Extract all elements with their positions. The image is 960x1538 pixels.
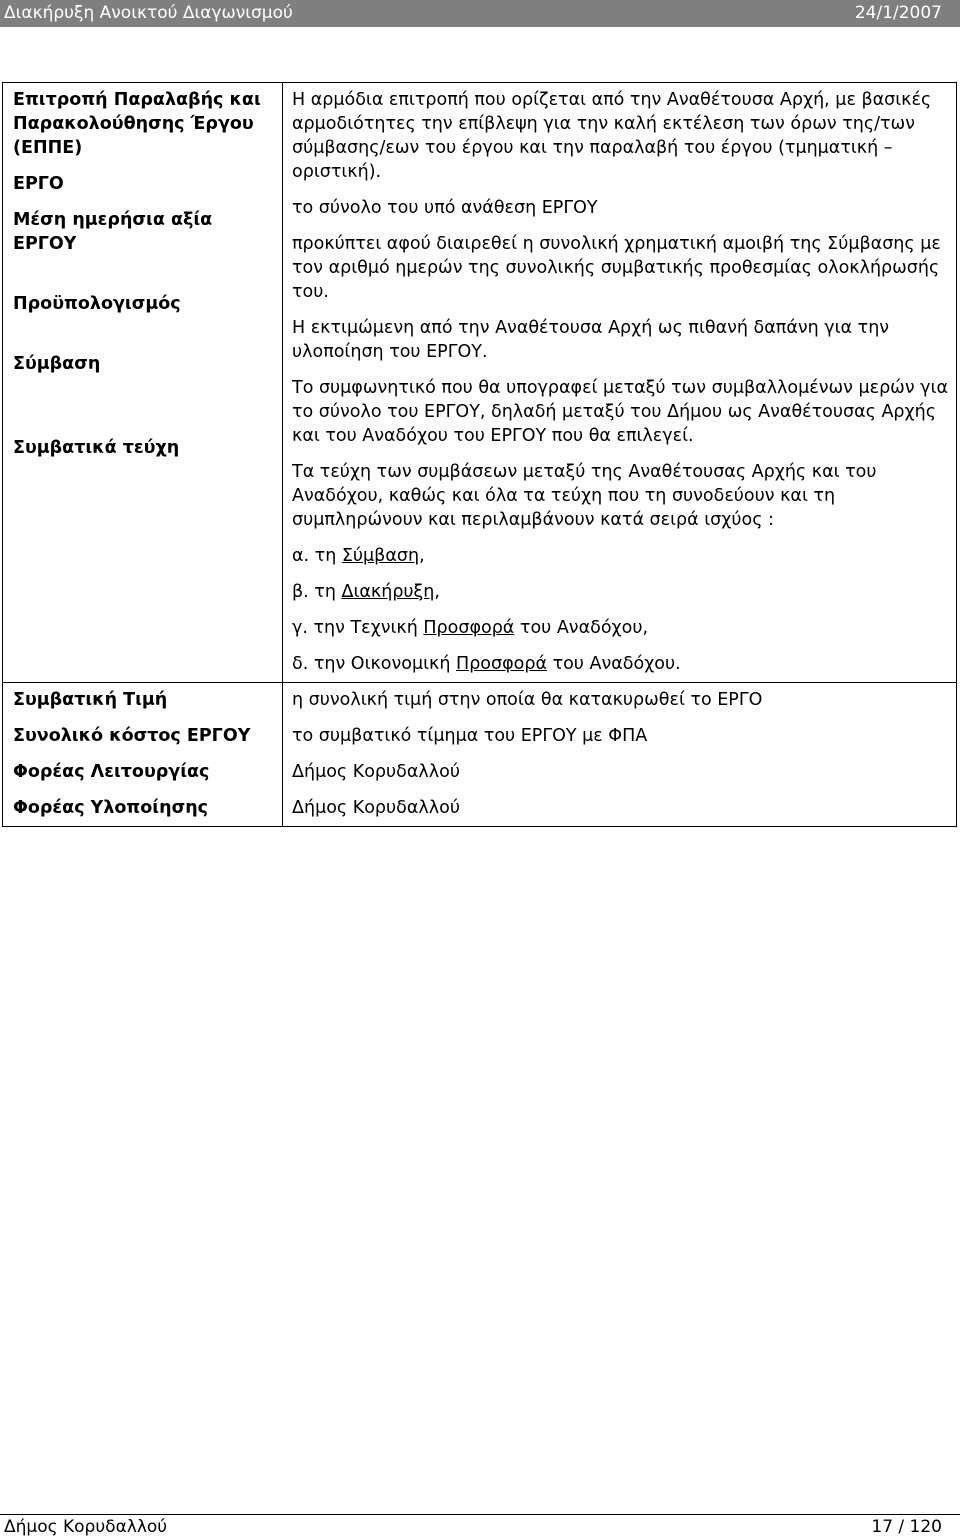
- term-ergo: ΕΡΓΟ: [13, 174, 64, 194]
- definition-eppe: Η αρμόδια επιτροπή που ορίζεται από την Αναθέτουσα Αρχή, με βασικές αρμοδιότητες την επίβλεψη για την καλή εκτέλεση των όρων της/των σύμβασης/εων του έργου και την παραλαβή του έργου (τμηματική – οριστική).: [292, 90, 932, 182]
- definition-daily-value: προκύπτει αφού διαιρεθεί η συνολική χρηματική αμοιβή της Σύμβασης με τον αριθμό ημερών της συνολικής συμβατικής προθεσμίας ολοκλήρωσής του.: [292, 234, 941, 302]
- financial-offer-link[interactable]: Προσφορά: [456, 654, 547, 674]
- definition-cell: [283, 683, 957, 827]
- table-row: [3, 683, 957, 827]
- contract-docs-item-d: δ. την Οικονομική Προσφορά του Αναδόχου.: [292, 654, 681, 674]
- contract-link[interactable]: Σύμβαση: [341, 546, 420, 566]
- term-cell: [3, 83, 283, 683]
- definition-contract-docs: Τα τεύχη των συμβάσεων μεταξύ της Αναθέτουσας Αρχής και του Αναδόχου, καθώς και όλα τα τεύχη που τη συνοδεύουν και τη συμπληρώνουν και περιλαμβάνουν κατά σειρά ισχύος :: [292, 462, 877, 530]
- document-title: Διακήρυξη Ανοικτού Διαγωνισμού: [4, 3, 293, 23]
- definition-contract: Το συμφωνητικό που θα υπογραφεί μεταξύ των συμβαλλομένων μερών για το σύνολο του ΕΡΓΟΥ, δηλαδή μεταξύ του Δήμου ως Αναθέτουσας Αρχής και του Αναδόχου του ΕΡΓΟΥ που θα επιλεγεί.: [292, 378, 948, 446]
- term-implementer: Φορέας Υλοποίησης: [13, 798, 209, 818]
- term-contract-docs: Συμβατικά τεύχη: [13, 438, 180, 458]
- contract-docs-item-b: β. τη Διακήρυξη,: [292, 582, 440, 602]
- definition-operator: Δήμος Κορυδαλλού: [292, 762, 460, 782]
- contract-docs-item-a: α. τη Σύμβαση,: [292, 546, 425, 566]
- page-header: [0, 0, 960, 27]
- term-daily-value: Μέση ημερήσια αξία ΕΡΓΟΥ: [13, 210, 213, 254]
- term-budget: Προϋπολογισμός: [13, 294, 181, 314]
- term-operator: Φορέας Λειτουργίας: [13, 762, 210, 782]
- page-number: 17 / 120: [871, 1517, 942, 1537]
- technical-offer-link[interactable]: Προσφορά: [423, 618, 515, 638]
- page-footer: [0, 1514, 960, 1537]
- proclamation-link[interactable]: Διακήρυξη: [341, 582, 435, 602]
- definition-budget: Η εκτιμώμενη από την Αναθέτουσα Αρχή ως πιθανή δαπάνη για την υλοποίηση του ΕΡΓΟΥ.: [292, 318, 890, 362]
- definition-ergo: το σύνολο του υπό ανάθεση ΕΡΓΟΥ: [292, 198, 598, 218]
- term-eppe: Επιτροπή Παραλαβής και Παρακολούθησης Έργου (ΕΠΠΕ): [13, 90, 261, 158]
- term-cell: [3, 683, 283, 827]
- table-row: [3, 83, 957, 683]
- term-total-cost: Συνολικό κόστος ΕΡΓΟΥ: [13, 726, 251, 746]
- definitions-table: [2, 82, 957, 827]
- term-contract-price: Συμβατική Τιμή: [13, 690, 168, 710]
- term-contract: Σύμβαση: [13, 354, 101, 374]
- definition-cell: [283, 83, 957, 683]
- definition-contract-price: η συνολική τιμή στην οποία θα κατακυρωθεί το ΕΡΓΟ: [292, 690, 763, 710]
- contract-docs-item-c: γ. την Τεχνική Προσφορά του Αναδόχου,: [292, 618, 649, 638]
- definition-total-cost: το συμβατικό τίμημα του ΕΡΓΟΥ με ΦΠΑ: [292, 726, 648, 746]
- definition-implementer: Δήμος Κορυδαλλού: [292, 798, 460, 818]
- document-date: 24/1/2007: [854, 3, 942, 23]
- footer-organization: Δήμος Κορυδαλλού: [4, 1517, 168, 1537]
